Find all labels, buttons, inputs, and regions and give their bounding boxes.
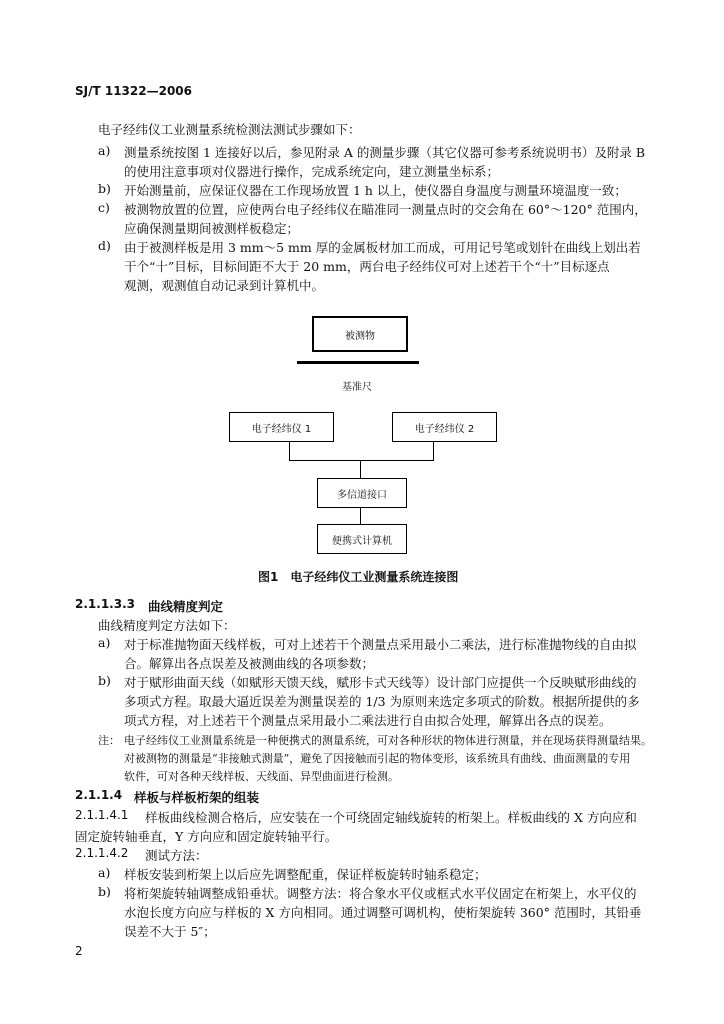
section-number-2-1-1-4: 2.1.1.4 <box>75 788 123 802</box>
step-c-line-1: 被测物放置的位置，应使两台电子经纬仪在瞄准同一测量点时的交会角在 60°～120° 范围内， <box>124 202 647 217</box>
reference-bar-label: 基准尺 <box>342 382 372 393</box>
test-item-a-label: a) <box>98 865 111 880</box>
test-item-b-line-1: 将桁架旋转轴调整成铅垂状。调整方法：将合象水平仪或框式水平仪固定在桁架上，水平仪的 <box>124 886 637 901</box>
section-title-curve-accuracy: 曲线精度判定 <box>148 599 224 614</box>
curve-accuracy-intro: 曲线精度判定方法如下： <box>98 618 236 633</box>
section-number-2-1-1-4-1: 2.1.1.4.1 <box>75 808 129 822</box>
figure-caption: 图1 电子经纬仪工业测量系统连接图 <box>258 570 459 584</box>
test-item-b-label: b) <box>98 884 111 899</box>
connector-line <box>289 441 290 460</box>
section-title-test-method: 测试方法： <box>145 848 208 863</box>
procedure-intro: 电子经纬仪工业测量系统检测法测试步骤如下： <box>98 122 361 137</box>
measured-object-box <box>312 316 408 352</box>
section-2-1-1-4-1-line-2: 固定旋转轴垂直，Y 方向应和固定旋转轴平行。 <box>75 829 338 844</box>
note-line-1: 电子经纬仪工业测量系统是一种便携式的测量系统，可对各种形状的物体进行测量，并在现场获得测量结果。 <box>124 734 652 747</box>
curve-item-b-label: b) <box>98 673 111 688</box>
theodolite-1-label: 电子经纬仪 1 <box>251 423 312 435</box>
section-number-2-1-1-4-2: 2.1.1.4.2 <box>75 846 129 860</box>
curve-item-b-line-1: 对于赋形曲面天线（如赋形天馈天线，赋形卡式天线等）设计部门应提供一个反映赋形曲线的 <box>124 675 637 690</box>
measured-object-label: 被测物 <box>345 330 375 342</box>
theodolite-2-box <box>392 412 497 442</box>
test-item-b-line-2: 水泡长度方向应与样板的 X 方向相同。通过调整可调机构，使桁架旋转 360° 范围时，其铅垂 <box>124 905 642 920</box>
curve-item-b-line-3: 项式方程，对上述若干个测量点采用最小二乘法进行自由拟合处理，解算出各点的误差。 <box>124 713 612 728</box>
note-line-3: 软件，可对各种天线样板、天线面、异型曲面进行检测。 <box>124 770 399 783</box>
step-d-line-2: 干个“十”目标，目标间距不大于 20 mm，两台电子经纬仪可对上述若干个“十”目标逐点 <box>124 259 610 274</box>
section-number-2-1-1-3-3: 2.1.1.3.3 <box>75 597 135 611</box>
step-d-line-3: 观测，观测值自动记录到计算机中。 <box>124 278 325 293</box>
connector-line <box>360 507 361 524</box>
multichannel-interface-box <box>317 478 407 508</box>
step-b-line-1: 开始测量前，应保证仪器在工作现场放置 1 h 以上，使仪器自身温度与测量环境温度一致； <box>124 183 627 198</box>
step-c-line-2: 应确保测量期间被测样板稳定； <box>124 221 300 236</box>
step-a-label: a) <box>98 143 111 158</box>
curve-item-b-line-2: 多项式方程。取最大逼近误差为测量误差的 1/3 为原则来选定多项式的阶数。根据所提供的多 <box>124 694 640 709</box>
step-a-line-2: 的使用注意事项对仪器进行操作，完成系统定向，建立测量坐标系； <box>124 164 500 179</box>
step-b-label: b) <box>98 181 111 196</box>
theodolite-2-label: 电子经纬仪 2 <box>414 423 475 435</box>
multichannel-interface-label: 多信道接口 <box>337 489 387 501</box>
step-a-line-1: 测量系统按图 1 连接好以后，参见附录 A 的测量步骤（其它仪器可参考系统说明书）及附录 B <box>124 145 646 160</box>
reference-bar <box>297 361 419 364</box>
portable-computer-label: 便携式计算机 <box>332 535 392 547</box>
curve-item-a-line-1: 对于标准抛物面天线样板，可对上述若干个测量点采用最小二乘法，进行标准抛物线的自由拟 <box>124 637 637 652</box>
section-title-template-assembly: 样板与样板桁架的组装 <box>134 790 260 805</box>
step-d-label: d) <box>98 238 111 253</box>
curve-item-a-line-2: 合。解算出各点误差及被测曲线的各项参数； <box>124 656 375 671</box>
note-line-2: 对被测物的测量是“非接触式测量”，避免了因接触而引起的物体变形，该系统具有曲线、曲面测量的专用 <box>124 752 631 765</box>
page-number: 2 <box>75 944 83 958</box>
test-item-a-line-1: 样板安装到桁架上以后应先调整配重，保证样板旋转时轴系稳定； <box>124 867 487 882</box>
test-item-b-line-3: 误差不大于 5″； <box>124 924 216 939</box>
section-2-1-1-4-1-line-1: 样板曲线检测合格后，应安装在一个可绕固定轴线旋转的桁架上。样板曲线的 X 方向应和 <box>145 810 637 825</box>
step-d-line-1: 由于被测样板是用 3 mm～5 mm 厚的金属板材加工而成，可用记号笔或划针在曲线上划出若 <box>124 240 641 255</box>
connector-line <box>289 460 434 461</box>
note-label: 注： <box>98 734 120 747</box>
theodolite-1-box <box>229 412 334 442</box>
portable-computer-box <box>317 524 407 554</box>
standard-number: SJ/T 11322—2006 <box>75 84 192 98</box>
step-c-label: c) <box>98 200 110 215</box>
curve-item-a-label: a) <box>98 635 111 650</box>
connector-line <box>433 441 434 460</box>
connector-line <box>360 460 361 478</box>
